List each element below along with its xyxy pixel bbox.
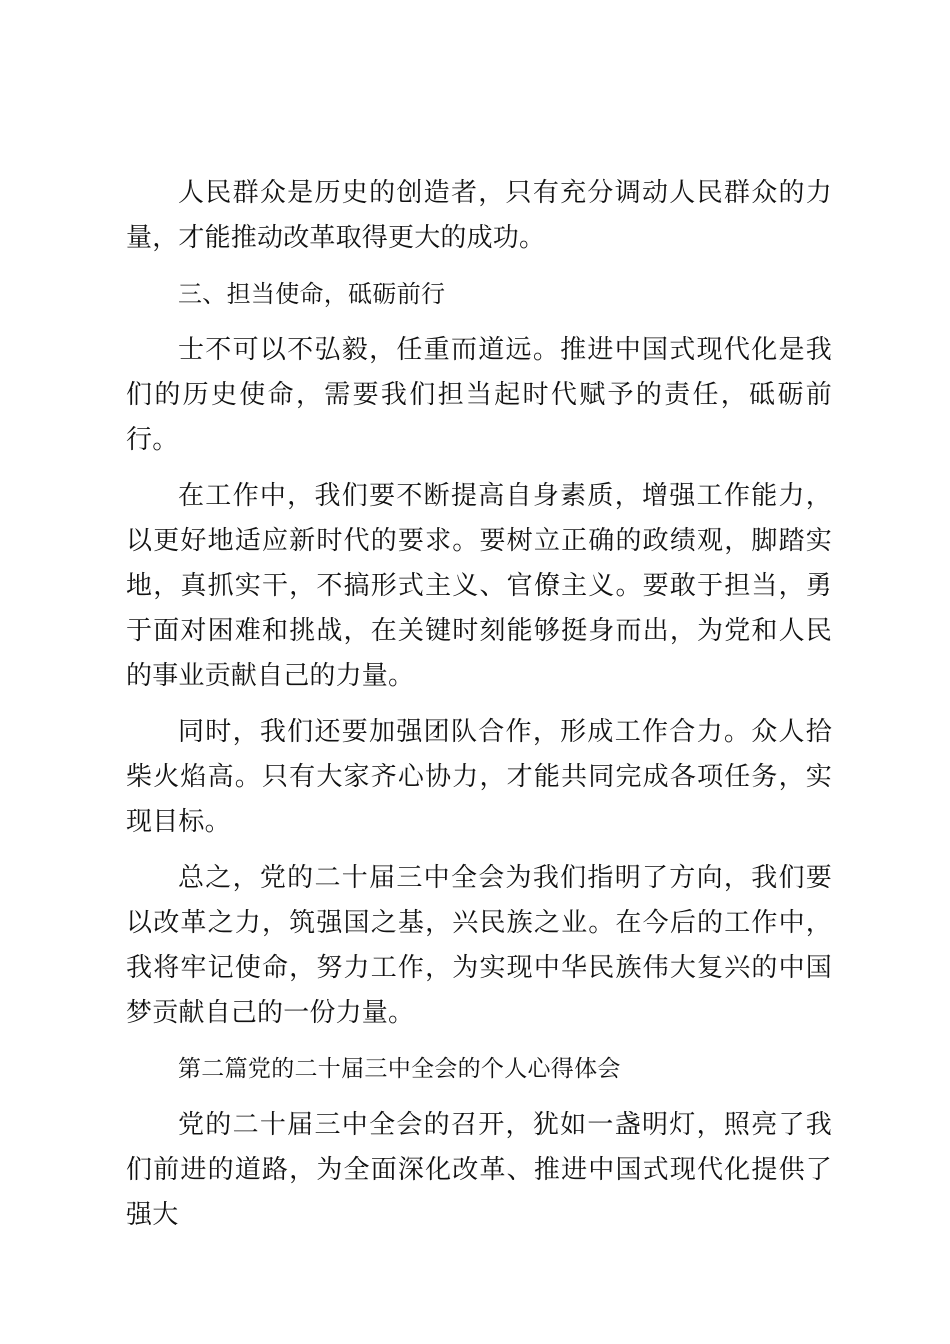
paragraph-historic-mission: 士不可以不弘毅，任重而道远。推进中国式现代化是我们的历史使命，需要我们担当起时代赋予的责任，砥砺前行。 — [126, 335, 832, 455]
paragraph-article-two-intro: 党的二十届三中全会的召开，犹如一盏明灯，照亮了我们前进的道路，为全面深化改革、推进中国式现代化提供了强大 — [126, 1110, 832, 1230]
paragraph-work-quality: 在工作中，我们要不断提高自身素质，增强工作能力，以更好地适应新时代的要求。要树立正确的政绩观，脚踏实地，真抓实干，不搞形式主义、官僚主义。要敢于担当，勇于面对困难和挑战，在关键时刻能够挺身而出，为党和人民的事业贡献自己的力量。 — [126, 481, 832, 691]
article-two-title: 第二篇党的二十届三中全会的个人心得体会 — [178, 1056, 621, 1082]
paragraph-teamwork: 同时，我们还要加强团队合作，形成工作合力。众人拾柴火焰高。只有大家齐心协力，才能共同完成各项任务，实现目标。 — [126, 717, 832, 837]
paragraph-conclusion: 总之，党的二十届三中全会为我们指明了方向，我们要以改革之力，筑强国之基，兴民族之业。在今后的工作中，我将牢记使命，努力工作，为实现中华民族伟大复兴的中国梦贡献自己的一份力量。 — [126, 863, 832, 1028]
section-heading-three: 三、担当使命，砥砺前行 — [178, 280, 446, 308]
document-body — [126, 171, 832, 1249]
paragraph-people-creators: 人民群众是历史的创造者，只有充分调动人民群众的力量，才能推动改革取得更大的成功。 — [126, 178, 832, 253]
